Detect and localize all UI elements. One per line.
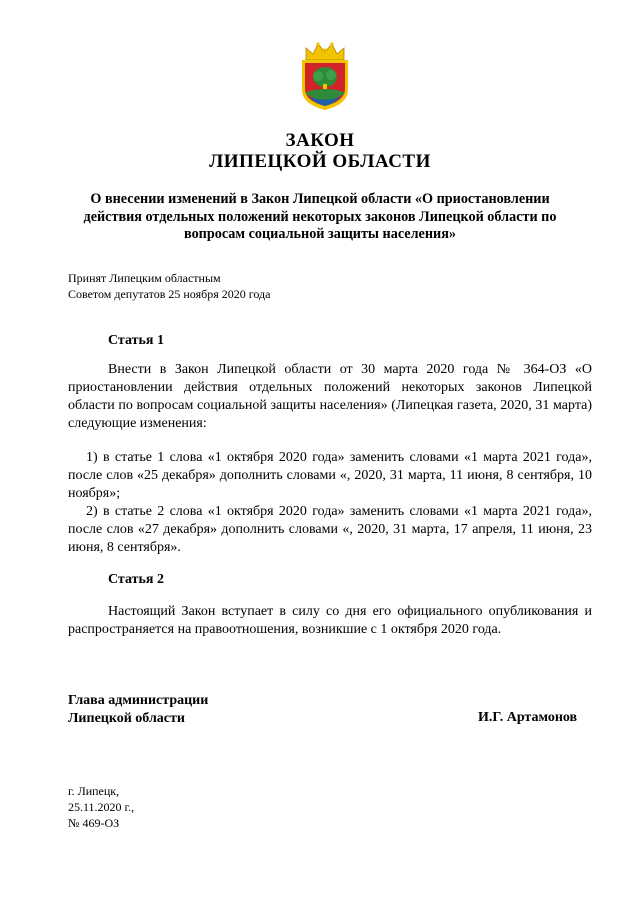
- article1-item1: 1) в статье 1 слова «1 октября 2020 года» заменить словами «1 марта 2021 года», после слов «25 декабря» дополнить словами «, 2020, 31 марта, 11 июня, 8 сентября, 10 ноября»;: [68, 450, 592, 501]
- footer-details: [68, 783, 134, 831]
- article1-text: Внести в Закон Липецкой области от 30 марта 2020 года № 364-ОЗ «О приостановлении действия отдельных положений некоторых законов Липецкой области по вопросам социальной защиты населения» (Липецкая газета, 2020, 31 марта) следующие изменения:: [68, 362, 592, 431]
- footer-number: № 469-ОЗ: [68, 816, 120, 830]
- signature-position: [68, 692, 208, 728]
- adoption-line1: Принят Липецким областным: [68, 271, 221, 285]
- article1-heading: Статья 1: [108, 333, 164, 348]
- footer-city: г. Липецк,: [68, 784, 120, 798]
- adoption-note: [68, 270, 270, 302]
- law-title-line1: ЗАКОН: [285, 130, 355, 151]
- article2-text: Настоящий Закон вступает в силу со дня его официального опубликования и распространяется на правоотношения, возникшие с 1 октября 2020 года.: [68, 604, 592, 637]
- law-title-line2: ЛИПЕЦКОЙ ОБЛАСТИ: [209, 151, 431, 172]
- lipetsk-coat-of-arms-icon: [296, 40, 354, 112]
- law-subtitle: О внесении изменений в Закон Липецкой области «О приостановлении действия отдельных положений некоторых законов Липецкой области по вопросам социальной защиты населения»: [83, 191, 557, 242]
- article1-item2: 2) в статье 2 слова «1 октября 2020 года» заменить словами «1 марта 2021 года», после слов «27 декабря» дополнить словами «, 2020, 31 марта, 17 апреля, 11 июня, 23 июня, 8 сентября».: [68, 504, 592, 555]
- adoption-line2: Советом депутатов 25 ноября 2020 года: [68, 287, 271, 301]
- signer-name: И.Г. Артамонов: [478, 710, 578, 725]
- article2-heading: Статья 2: [108, 572, 164, 587]
- signature-position-line1: Глава администрации: [68, 693, 209, 708]
- signature-position-line2: Липецкой области: [68, 711, 185, 726]
- footer-date: 25.11.2020 г.,: [68, 800, 135, 814]
